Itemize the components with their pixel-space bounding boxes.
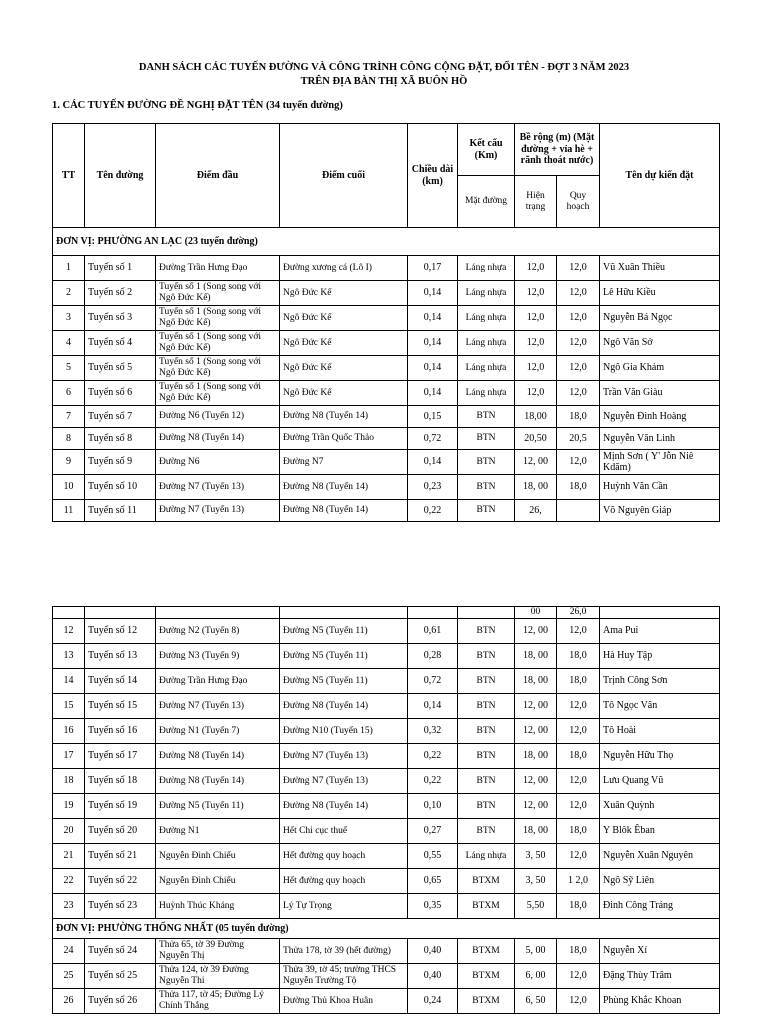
cell-hien-trang: 6, 00 xyxy=(515,964,557,989)
cell-ket-cau: BTN xyxy=(458,475,515,500)
cell-tt: 1 xyxy=(53,256,85,281)
cell-tt: 6 xyxy=(53,381,85,406)
cell-hien-trang: 3, 50 xyxy=(515,869,557,894)
cell-hien-trang: 12, 00 xyxy=(515,769,557,794)
cell-ket-cau: BTN xyxy=(458,644,515,669)
cell-quy-hoach: 12,0 xyxy=(557,331,600,356)
cell-chieu-dai: 0,40 xyxy=(408,939,458,964)
cell-quy-hoach: 1 2,0 xyxy=(557,869,600,894)
cell-ket-cau: BTN xyxy=(458,669,515,694)
cell-ten-duong: Tuyến số 14 xyxy=(85,669,156,694)
cell-diem-dau: Đường N6 (Tuyến 12) xyxy=(156,406,280,428)
table-row xyxy=(53,450,720,475)
cell-ten-duong: Tuyến số 7 xyxy=(85,406,156,428)
cell-diem-cuoi: Đường N8 (Tuyến 14) xyxy=(280,500,408,522)
cell-ten-du-kien: Y Blôk Êban xyxy=(600,819,720,844)
table-row xyxy=(53,939,720,964)
unit-row-an-lac: ĐƠN VỊ: PHƯỜNG AN LẠC (23 tuyến đường) xyxy=(53,228,720,256)
table-row xyxy=(53,869,720,894)
roads-table-part1 xyxy=(52,123,720,522)
cell-quy-hoach: 12,0 xyxy=(557,844,600,869)
cell-diem-dau: Tuyến số 1 (Song song với Ngô Đức Kế) xyxy=(156,306,280,331)
cell-diem-cuoi: Thửa 178, tờ 39 (hết đường) xyxy=(280,939,408,964)
table-row xyxy=(53,744,720,769)
cell-ten-duong: Tuyến số 15 xyxy=(85,694,156,719)
cell-diem-cuoi: Đường Trần Quốc Thảo xyxy=(280,428,408,450)
cell-diem-cuoi: Đường N5 (Tuyến 11) xyxy=(280,644,408,669)
cell-quy-hoach: 18,0 xyxy=(557,644,600,669)
cell-hien-trang: 5,50 xyxy=(515,894,557,919)
header-chieu-dai: Chiều dài (km) xyxy=(408,124,458,228)
cell-hien-trang: 12, 00 xyxy=(515,450,557,475)
cell-diem-cuoi: Đường N8 (Tuyến 14) xyxy=(280,406,408,428)
cell-ten-du-kien: Nguyễn Đình Hoàng xyxy=(600,406,720,428)
cell-ket-cau: BTN xyxy=(458,769,515,794)
cell-ten-duong: Tuyến số 5 xyxy=(85,356,156,381)
cell-diem-cuoi: Đường xương cá (Lô I) xyxy=(280,256,408,281)
roads-table-part2 xyxy=(52,606,720,1014)
cell-diem-dau: Đường N7 (Tuyến 13) xyxy=(156,500,280,522)
cell-tt: 4 xyxy=(53,331,85,356)
table-row xyxy=(53,306,720,331)
cell-ket-cau: Láng nhựa xyxy=(458,381,515,406)
table-row xyxy=(53,428,720,450)
cell-ket-cau: BTXM xyxy=(458,894,515,919)
cell-ket-cau: Láng nhựa xyxy=(458,331,515,356)
cell-diem-cuoi: Hết đường quy hoạch xyxy=(280,844,408,869)
cell-diem-cuoi: Hết đường quy hoạch xyxy=(280,869,408,894)
cell-diem-cuoi: Hết Chi cục thuế xyxy=(280,819,408,844)
cell-ten-duong: Tuyến số 19 xyxy=(85,794,156,819)
cell-hien-trang: 12,0 xyxy=(515,381,557,406)
cell-diem-dau: Đường N7 (Tuyến 13) xyxy=(156,694,280,719)
table-row xyxy=(53,406,720,428)
cell-diem-dau: Đường Trần Hưng Đạo xyxy=(156,669,280,694)
header-diem-dau: Điểm đầu xyxy=(156,124,280,228)
cell-diem-dau: Tuyến số 1 (Song song với Ngô Đức Kế) xyxy=(156,356,280,381)
cell-hien-trang: 12,0 xyxy=(515,256,557,281)
cell-quy-hoach: 12,0 xyxy=(557,619,600,644)
cell-diem-dau: Đường N1 xyxy=(156,819,280,844)
cell-tt: 21 xyxy=(53,844,85,869)
cell-quy-hoach: 12,0 xyxy=(557,719,600,744)
cell-ket-cau: BTXM xyxy=(458,964,515,989)
header-mat-duong: Mặt đường xyxy=(458,176,515,228)
cell-chieu-dai: 0,72 xyxy=(408,669,458,694)
cell-ten-du-kien: Nguyễn Hữu Thọ xyxy=(600,744,720,769)
cell-ten-duong: Tuyến số 6 xyxy=(85,381,156,406)
table-row xyxy=(53,964,720,989)
cell-quy-hoach: 18,0 xyxy=(557,819,600,844)
cell-chieu-dai: 0,28 xyxy=(408,644,458,669)
cell-tt: 16 xyxy=(53,719,85,744)
cell-chieu-dai: 0,14 xyxy=(408,694,458,719)
cell-quy-hoach: 12,0 xyxy=(557,306,600,331)
cell-ket-cau: BTXM xyxy=(458,939,515,964)
cell-diem-dau: Đường N6 xyxy=(156,450,280,475)
table-row xyxy=(53,819,720,844)
cell-diem-dau: Đường N2 (Tuyến 8) xyxy=(156,619,280,644)
cell-diem-cuoi: Thửa 39, tờ 45; trường THCS Nguyễn Trường Tộ xyxy=(280,964,408,989)
cell-diem-cuoi: Đường N10 (Tuyến 15) xyxy=(280,719,408,744)
cell-chieu-dai: 0,17 xyxy=(408,256,458,281)
cell-ket-cau: BTN xyxy=(458,794,515,819)
cell-diem-dau: Tuyến số 1 (Song song với Ngô Đức Kế) xyxy=(156,281,280,306)
cell-ten-du-kien: Lê Hữu Kiều xyxy=(600,281,720,306)
cell-tt: 25 xyxy=(53,964,85,989)
cell-diem-cuoi: Đường N8 (Tuyến 14) xyxy=(280,694,408,719)
cell-diem-cuoi: Lý Tự Trọng xyxy=(280,894,408,919)
cell-quy-hoach: 12,0 xyxy=(557,381,600,406)
cell-ket-cau: Láng nhựa xyxy=(458,844,515,869)
table-row xyxy=(53,619,720,644)
cell-hien-trang: 18, 00 xyxy=(515,819,557,844)
cell-tt: 8 xyxy=(53,428,85,450)
cell-tt: 19 xyxy=(53,794,85,819)
header-ten-duong: Tên đường xyxy=(85,124,156,228)
cell-diem-cuoi: Đường N7 xyxy=(280,450,408,475)
cell-tt: 12 xyxy=(53,619,85,644)
cell-tt: 10 xyxy=(53,475,85,500)
cell-ket-cau: BTN xyxy=(458,450,515,475)
cell-ten-duong: Tuyến số 17 xyxy=(85,744,156,769)
cell-diem-cuoi: Đường N8 (Tuyến 14) xyxy=(280,794,408,819)
cell-ten-duong: Tuyến số 11 xyxy=(85,500,156,522)
cell-diem-cuoi: Đường N8 (Tuyến 14) xyxy=(280,475,408,500)
cell-ten-duong: Tuyến số 23 xyxy=(85,894,156,919)
cell-ket-cau: Láng nhựa xyxy=(458,306,515,331)
cell-tt: 3 xyxy=(53,306,85,331)
cell-hien-trang: 18, 00 xyxy=(515,475,557,500)
cell-ten-du-kien: Trần Văn Giàu xyxy=(600,381,720,406)
cell-chieu-dai: 0,14 xyxy=(408,381,458,406)
cell-diem-cuoi: Ngô Đức Kế xyxy=(280,281,408,306)
cell-diem-dau: Đường N8 (Tuyến 14) xyxy=(156,744,280,769)
table-row xyxy=(53,844,720,869)
cell-chieu-dai: 0,27 xyxy=(408,819,458,844)
table-row xyxy=(53,500,720,522)
cell-ten-du-kien: Vũ Xuân Thiều xyxy=(600,256,720,281)
cell-ten-duong: Tuyến số 21 xyxy=(85,844,156,869)
cell-ten-duong: Tuyến số 3 xyxy=(85,306,156,331)
continuation-quy-hoach: 26,0 xyxy=(557,607,600,619)
cell-quy-hoach: 18,0 xyxy=(557,406,600,428)
cell-quy-hoach: 12,0 xyxy=(557,769,600,794)
cell-ten-duong: Tuyến số 26 xyxy=(85,989,156,1014)
cell-tt: 15 xyxy=(53,694,85,719)
header-tt: TT xyxy=(53,124,85,228)
cell-ket-cau: BTN xyxy=(458,744,515,769)
cell-hien-trang: 18, 00 xyxy=(515,644,557,669)
cell-quy-hoach: 18,0 xyxy=(557,669,600,694)
cell-ten-du-kien: Huỳnh Văn Cần xyxy=(600,475,720,500)
cell-quy-hoach: 18,0 xyxy=(557,475,600,500)
cell-quy-hoach: 18,0 xyxy=(557,894,600,919)
cell-ten-du-kien: Đặng Thùy Trâm xyxy=(600,964,720,989)
header-quy-hoach: Quy hoạch xyxy=(557,176,600,228)
cell-tt: 5 xyxy=(53,356,85,381)
cell-hien-trang: 6, 50 xyxy=(515,989,557,1014)
cell-hien-trang: 3, 50 xyxy=(515,844,557,869)
cell-hien-trang: 12, 00 xyxy=(515,619,557,644)
continuation-hien-trang: 00 xyxy=(515,607,557,619)
cell-ten-duong: Tuyến số 16 xyxy=(85,719,156,744)
cell-diem-cuoi: Ngô Đức Kế xyxy=(280,381,408,406)
cell-diem-cuoi: Đường N7 (Tuyến 13) xyxy=(280,744,408,769)
section-heading: 1. CÁC TUYẾN ĐƯỜNG ĐỀ NGHỊ ĐẶT TÊN (34 tuyến đường) xyxy=(52,100,343,111)
cell-ten-du-kien: Võ Nguyên Giáp xyxy=(600,500,720,522)
cell-ten-du-kien: Ngô Văn Sở xyxy=(600,331,720,356)
cell-hien-trang: 26, xyxy=(515,500,557,522)
cell-chieu-dai: 0,14 xyxy=(408,356,458,381)
cell-diem-dau: Huỳnh Thúc Kháng xyxy=(156,894,280,919)
cell-hien-trang: 12,0 xyxy=(515,356,557,381)
cell-quy-hoach: 12,0 xyxy=(557,281,600,306)
cell-tt: 11 xyxy=(53,500,85,522)
cell-quy-hoach: 12,0 xyxy=(557,256,600,281)
cell-ket-cau: BTN xyxy=(458,406,515,428)
cell-hien-trang: 12,0 xyxy=(515,281,557,306)
cell-quy-hoach: 18,0 xyxy=(557,939,600,964)
table-row xyxy=(53,644,720,669)
cell-hien-trang: 12, 00 xyxy=(515,794,557,819)
cell-chieu-dai: 0,14 xyxy=(408,281,458,306)
cell-tt: 17 xyxy=(53,744,85,769)
cell-ten-du-kien: Xuân Quỳnh xyxy=(600,794,720,819)
cell-tt: 22 xyxy=(53,869,85,894)
cell-tt: 9 xyxy=(53,450,85,475)
cell-ten-duong: Tuyến số 24 xyxy=(85,939,156,964)
cell-ket-cau: Láng nhựa xyxy=(458,256,515,281)
cell-ten-du-kien: Tô Ngọc Vân xyxy=(600,694,720,719)
cell-diem-dau: Tuyến số 1 (Song song với Ngô Đức Kế) xyxy=(156,331,280,356)
cell-diem-cuoi: Ngô Đức Kế xyxy=(280,306,408,331)
cell-diem-cuoi: Đường N5 (Tuyến 11) xyxy=(280,619,408,644)
cell-chieu-dai: 0,22 xyxy=(408,744,458,769)
table-row xyxy=(53,331,720,356)
cell-ten-du-kien: Nguyễn Xí xyxy=(600,939,720,964)
cell-ten-du-kien: Mịnh Sơn ( Y' Jỗn Niê Kdăm) xyxy=(600,450,720,475)
cell-quy-hoach: 12,0 xyxy=(557,450,600,475)
cell-quy-hoach: 12,0 xyxy=(557,794,600,819)
cell-tt: 2 xyxy=(53,281,85,306)
cell-ten-duong: Tuyến số 18 xyxy=(85,769,156,794)
table-row xyxy=(53,281,720,306)
cell-ten-duong: Tuyến số 9 xyxy=(85,450,156,475)
cell-quy-hoach: 12,0 xyxy=(557,989,600,1014)
cell-hien-trang: 5, 00 xyxy=(515,939,557,964)
cell-ten-duong: Tuyến số 4 xyxy=(85,331,156,356)
cell-chieu-dai: 0,15 xyxy=(408,406,458,428)
table-row xyxy=(53,256,720,281)
cell-diem-cuoi: Ngô Đức Kế xyxy=(280,331,408,356)
table-row xyxy=(53,694,720,719)
cell-diem-cuoi: Đường N5 (Tuyến 11) xyxy=(280,669,408,694)
cell-chieu-dai: 0,24 xyxy=(408,989,458,1014)
cell-tt: 13 xyxy=(53,644,85,669)
cell-hien-trang: 12, 00 xyxy=(515,719,557,744)
cell-quy-hoach: 12,0 xyxy=(557,964,600,989)
cell-hien-trang: 12, 00 xyxy=(515,694,557,719)
cell-chieu-dai: 0,40 xyxy=(408,964,458,989)
cell-hien-trang: 12,0 xyxy=(515,306,557,331)
cell-diem-cuoi: Đường N7 (Tuyến 13) xyxy=(280,769,408,794)
cell-ten-du-kien: Nguyễn Bá Ngọc xyxy=(600,306,720,331)
cell-ket-cau: BTN xyxy=(458,619,515,644)
cell-tt: 14 xyxy=(53,669,85,694)
table-row xyxy=(53,894,720,919)
cell-ket-cau: BTXM xyxy=(458,869,515,894)
table-row xyxy=(53,381,720,406)
cell-tt: 23 xyxy=(53,894,85,919)
table-row xyxy=(53,989,720,1014)
table-row xyxy=(53,794,720,819)
cell-chieu-dai: 0,65 xyxy=(408,869,458,894)
table-row xyxy=(53,769,720,794)
cell-diem-cuoi: Đường Thủ Khoa Huân xyxy=(280,989,408,1014)
table-row xyxy=(53,669,720,694)
cell-tt: 24 xyxy=(53,939,85,964)
cell-chieu-dai: 0,32 xyxy=(408,719,458,744)
table-row xyxy=(53,356,720,381)
cell-ten-duong: Tuyến số 25 xyxy=(85,964,156,989)
cell-chieu-dai: 0,22 xyxy=(408,769,458,794)
cell-tt: 26 xyxy=(53,989,85,1014)
cell-diem-dau: Thửa 65, tờ 39 Đường Nguyễn Thị xyxy=(156,939,280,964)
cell-chieu-dai: 0,55 xyxy=(408,844,458,869)
cell-ten-du-kien: Trịnh Công Sơn xyxy=(600,669,720,694)
cell-diem-dau: Đường N3 (Tuyến 9) xyxy=(156,644,280,669)
cell-hien-trang: 12,0 xyxy=(515,331,557,356)
cell-hien-trang: 18, 00 xyxy=(515,669,557,694)
header-diem-cuoi: Điểm cuối xyxy=(280,124,408,228)
cell-ket-cau: Láng nhựa xyxy=(458,356,515,381)
cell-ten-du-kien: Lưu Quang Vũ xyxy=(600,769,720,794)
cell-hien-trang: 20,50 xyxy=(515,428,557,450)
cell-chieu-dai: 0,72 xyxy=(408,428,458,450)
cell-ten-duong: Tuyến số 1 xyxy=(85,256,156,281)
cell-diem-dau: Đường N8 (Tuyến 14) xyxy=(156,769,280,794)
cell-chieu-dai: 0,22 xyxy=(408,500,458,522)
header-hien-trang: Hiện trạng xyxy=(515,176,557,228)
cell-tt: 7 xyxy=(53,406,85,428)
cell-quy-hoach: 12,0 xyxy=(557,694,600,719)
cell-chieu-dai: 0,10 xyxy=(408,794,458,819)
cell-diem-dau: Đường N7 (Tuyến 13) xyxy=(156,475,280,500)
cell-ten-duong: Tuyến số 13 xyxy=(85,644,156,669)
cell-ten-du-kien: Phùng Khắc Khoan xyxy=(600,989,720,1014)
cell-quy-hoach: 18,0 xyxy=(557,744,600,769)
cell-ten-du-kien: Nguyễn Văn Linh xyxy=(600,428,720,450)
cell-tt: 18 xyxy=(53,769,85,794)
cell-ten-du-kien: Ngô Gia Khảm xyxy=(600,356,720,381)
table-row xyxy=(53,475,720,500)
cell-diem-dau: Nguyễn Đình Chiểu xyxy=(156,869,280,894)
cell-chieu-dai: 0,35 xyxy=(408,894,458,919)
doc-title-line2: TRÊN ĐỊA BÀN THỊ XÃ BUÔN HỒ xyxy=(300,76,468,87)
cell-quy-hoach xyxy=(557,500,600,522)
cell-hien-trang: 18,00 xyxy=(515,406,557,428)
cell-diem-dau: Đường Trần Hưng Đạo xyxy=(156,256,280,281)
cell-hien-trang: 18, 00 xyxy=(515,744,557,769)
cell-ten-duong: Tuyến số 10 xyxy=(85,475,156,500)
cell-ten-duong: Tuyến số 8 xyxy=(85,428,156,450)
cell-ten-du-kien: Nguyễn Xuân Nguyên xyxy=(600,844,720,869)
cell-ten-du-kien: Đinh Công Tráng xyxy=(600,894,720,919)
cell-chieu-dai: 0,23 xyxy=(408,475,458,500)
header-ten-du-kien: Tên dự kiến đặt xyxy=(600,124,720,228)
cell-ten-duong: Tuyến số 20 xyxy=(85,819,156,844)
cell-ten-duong: Tuyến số 2 xyxy=(85,281,156,306)
cell-ket-cau: BTN xyxy=(458,719,515,744)
cell-diem-cuoi: Ngô Đức Kế xyxy=(280,356,408,381)
cell-ten-duong: Tuyến số 12 xyxy=(85,619,156,644)
cell-diem-dau: Đường N5 (Tuyến 11) xyxy=(156,794,280,819)
cell-ten-du-kien: Tô Hoài xyxy=(600,719,720,744)
cell-ten-du-kien: Ngô Sỹ Liên xyxy=(600,869,720,894)
header-be-rong: Bề rộng (m) (Mặt đường + vỉa hè + rãnh thoát nước) xyxy=(515,124,600,176)
cell-diem-dau: Thửa 124, tờ 39 Đường Nguyễn Thi xyxy=(156,964,280,989)
cell-diem-dau: Đường N8 (Tuyến 14) xyxy=(156,428,280,450)
cell-ten-du-kien: Hà Huy Tập xyxy=(600,644,720,669)
cell-tt: 20 xyxy=(53,819,85,844)
doc-title-line1: DANH SÁCH CÁC TUYẾN ĐƯỜNG VÀ CÔNG TRÌNH CÔNG CỘNG ĐẶT, ĐỔI TÊN - ĐỢT 3 NĂM 2023 xyxy=(138,62,630,73)
cell-ket-cau: BTN xyxy=(458,694,515,719)
cell-ket-cau: BTN xyxy=(458,500,515,522)
cell-ket-cau: Láng nhựa xyxy=(458,281,515,306)
cell-ten-duong: Tuyến số 22 xyxy=(85,869,156,894)
cell-diem-dau: Tuyến số 1 (Song song với Ngô Đức Kế) xyxy=(156,381,280,406)
cell-quy-hoach: 12,0 xyxy=(557,356,600,381)
header-ket-cau: Kết cấu (Km) xyxy=(458,124,515,176)
cell-quy-hoach: 20,5 xyxy=(557,428,600,450)
cell-ket-cau: BTXM xyxy=(458,989,515,1014)
cell-diem-dau: Nguyễn Đình Chiểu xyxy=(156,844,280,869)
cell-chieu-dai: 0,61 xyxy=(408,619,458,644)
cell-chieu-dai: 0,14 xyxy=(408,450,458,475)
cell-ket-cau: BTN xyxy=(458,819,515,844)
unit-row-thong-nhat: ĐƠN VỊ: PHƯỜNG THỐNG NHẤT (05 tuyến đường) xyxy=(53,919,720,939)
cell-chieu-dai: 0,14 xyxy=(408,306,458,331)
cell-ten-du-kien: Ama Pui xyxy=(600,619,720,644)
cell-ket-cau: BTN xyxy=(458,428,515,450)
cell-diem-dau: Đường N1 (Tuyến 7) xyxy=(156,719,280,744)
cell-diem-dau: Thửa 117, tờ 45; Đường Lý Chính Thắng xyxy=(156,989,280,1014)
cell-chieu-dai: 0,14 xyxy=(408,331,458,356)
table-row xyxy=(53,719,720,744)
